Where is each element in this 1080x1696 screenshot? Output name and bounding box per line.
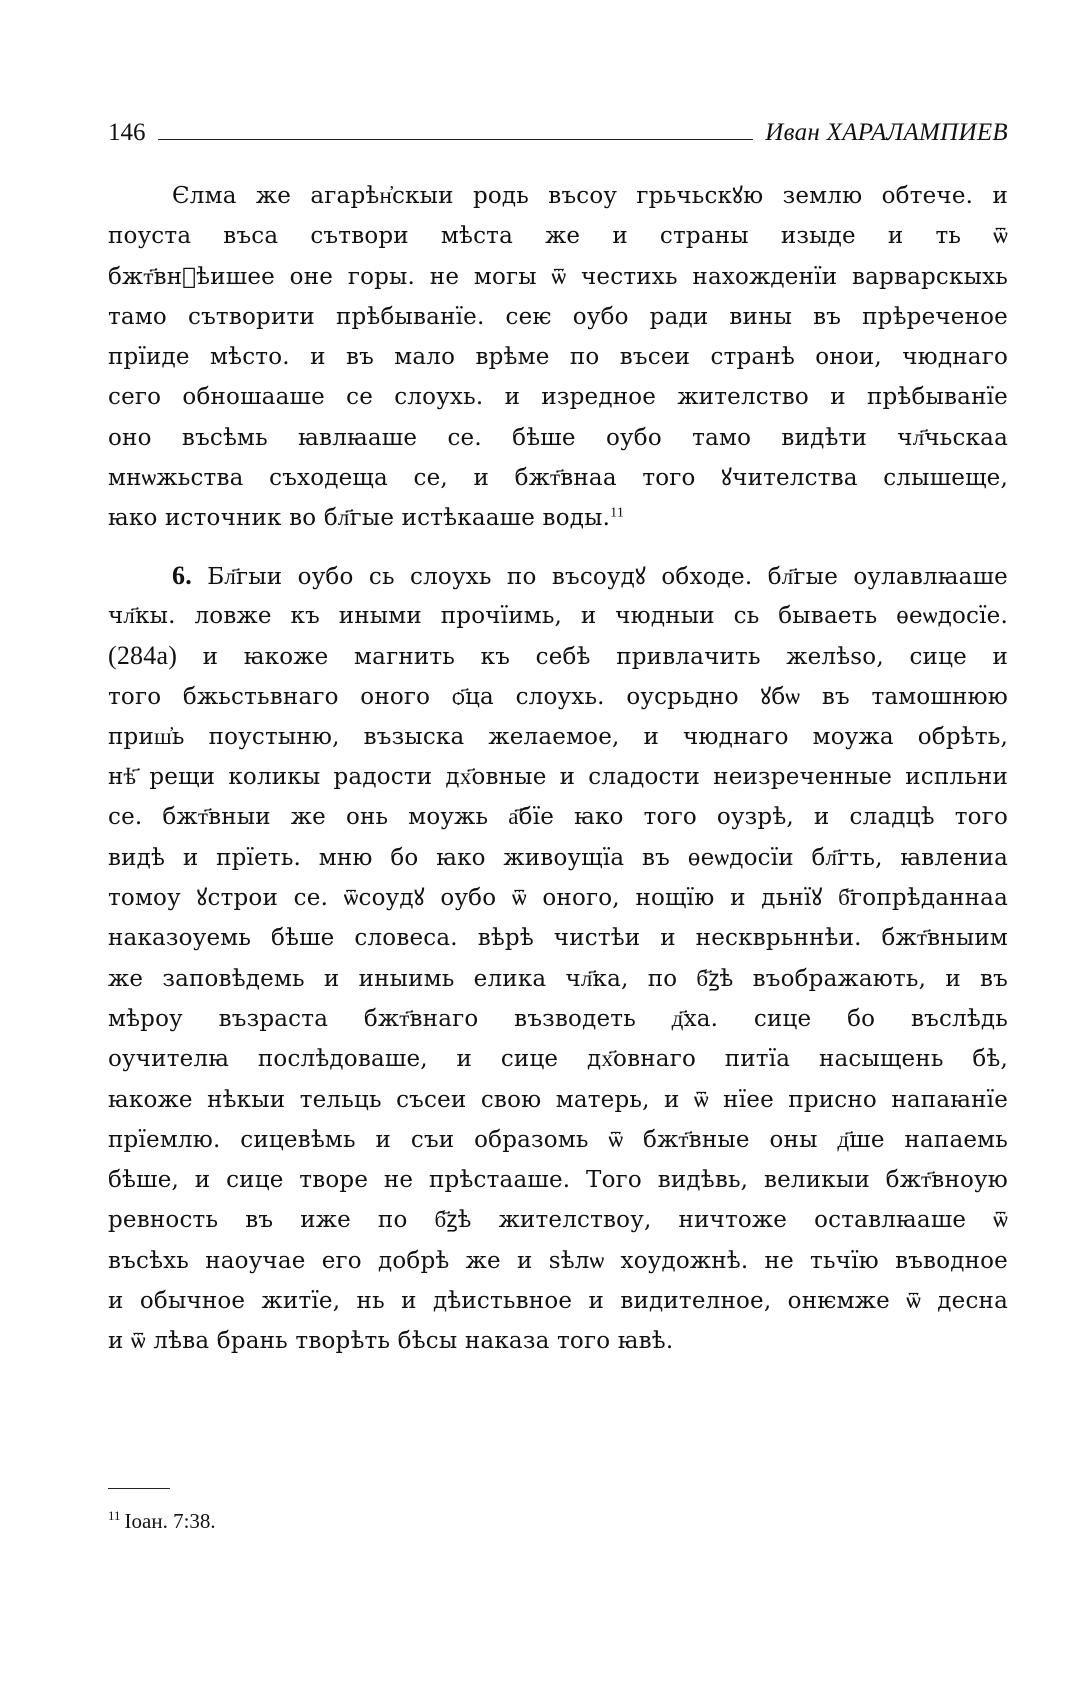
text-line: прїемлю. сицевѣмь и съи образомь ѿ бжт҃вные оны д҃ше напаемь (108, 1126, 1008, 1153)
text-line-content: ꙗко источник во бл҃гые истѣкааше воды. (108, 505, 611, 532)
page-header (108, 108, 1008, 148)
text-line: бжт҃вн꙼ѣишее оне горы. не могы ѿ честихь нахожденїи варварскыхь (108, 263, 1008, 290)
text-line: ревность въ иже по б҃ꙁѣ жителствоу, ничтоже оставлꙗаше ѿ (108, 1207, 1008, 1234)
text-line: же заповѣдемь и иныимь елика чл҃ка, по б҃ꙁѣ въображають, и въ (108, 965, 1008, 992)
text-line: Єлма же агарѣн҆скыи родь въсоу грьчьскꙋю землю обтече. и (172, 183, 1008, 209)
text-line: видѣ и прїеть. мню бо ꙗко живоущїа въ ѳеѡдосїи бл҃гть, ꙗвлениа (108, 844, 1008, 871)
text-line: се. бжт҃вныи же онь моужь а҃бїе ꙗко того оузрѣ, и сладцѣ того (108, 804, 1008, 831)
running-head: Иван ХАРАЛАМПИЕВ (765, 119, 1008, 146)
text-line (108, 498, 1008, 538)
text-line: томоу ꙋстрои се. ѿсоудꙋ оубо ѿ оного, нощїю и дьнїꙋ б҃гопрѣданнаа (108, 885, 1008, 912)
main-text (108, 176, 1008, 1362)
footnote-rule (108, 1488, 170, 1489)
text-line: бѣше, и сице творе не прѣстааше. Того видѣвь, великыи бжт҃вноую (108, 1167, 1008, 1194)
text-line: нѣ҃ рещи коликы радости дх҃овные и сладости неизреченные испльни (108, 764, 1008, 791)
header-rule (158, 139, 754, 140)
text-line: и обычное житїе, нь и дѣистьвное и видителное, онѥмже ѿ десна (108, 1288, 1008, 1315)
text-line: и ѿ лѣва брань творѣть бѣсы наказа того ꙗвѣ. (108, 1328, 674, 1355)
text-line-end: ѳеѡдосїе. (896, 602, 1008, 629)
text-line: того бжьстьвнаго оного ѻ҃ца слоухь. оусрьдно ꙋбѡ въ тамошнюю (108, 683, 1008, 710)
text-line: тамо сътворити прѣбыванїе. сеѥ оубо ради вины въ прѣреченое (108, 303, 1008, 330)
page-number: 146 (108, 119, 146, 146)
text-line: ꙗкоже нѣкыи тельць съсеи свою матерь, и ѿ нїее присно напаꙗнїе (108, 1086, 1008, 1113)
text-line (108, 596, 1008, 636)
text-line-content: Бл҃гыи оубо сь слоухь по въсоудꙋ обходе. бл҃гые оулавлꙗаше (207, 563, 1008, 590)
text-line: наказоуемь бѣше словеса. вѣрѣ чистѣи и нескврьннѣи. бжт҃вныим (108, 925, 1008, 952)
text-line: въсѣхь наоучае его добрѣ же и ѕѣлѡ хоудожнѣ. не тьчїю въводное (108, 1247, 1008, 1274)
text-line: мнѡжьства съходеща се, и бжт҃внаа того ꙋчителства слышеще, (108, 465, 1008, 492)
footnote (108, 1508, 216, 1534)
text-line: приш҆ь поустыню, възыска желаемое, и чюднаго моужа обрѣть, (108, 723, 1008, 750)
footnote-text: Іоан. 7:38. (124, 1509, 216, 1533)
text-line-content: чл҃кы. ловже къ иными прочїимь, и чюдныи сь бываеть (108, 602, 878, 629)
text-line (108, 636, 1008, 676)
text-line: сего обношааше се слоухь. и изредное жителство и прѣбыванїе (108, 384, 1008, 411)
text-line: мѣроу възраста бжт҃внаго възводеть д҃ха. сице бо въслѣдь (108, 1005, 1008, 1032)
text-line: оучителꙗ послѣдоваше, и сице дх҃овнаго питїа насыщень бѣ, (108, 1046, 1008, 1073)
text-line-content: и ꙗкоже магнить къ себѣ привлачить желѣѕо, сице и (202, 644, 1009, 671)
text-line: оно въсѣмь ꙗвлꙗаше се. бѣше оубо тамо видѣти чл҃чьскаа (108, 424, 1008, 451)
folio-reference: (284а) (108, 641, 178, 671)
text-line: поуста въса сътвори мѣста же и страны изыде и ть ѿ (108, 223, 1008, 250)
paragraph-gap (108, 539, 1008, 556)
paragraph-number: 6. (172, 560, 192, 590)
text-line (108, 556, 1008, 596)
footnote-mark: 11 (108, 1508, 121, 1523)
text-line: прїиде мѣсто. и въ мало врѣме по въсеи странѣ онои, чюднаго (108, 344, 1008, 371)
footnote-reference[interactable]: 11 (610, 505, 625, 521)
